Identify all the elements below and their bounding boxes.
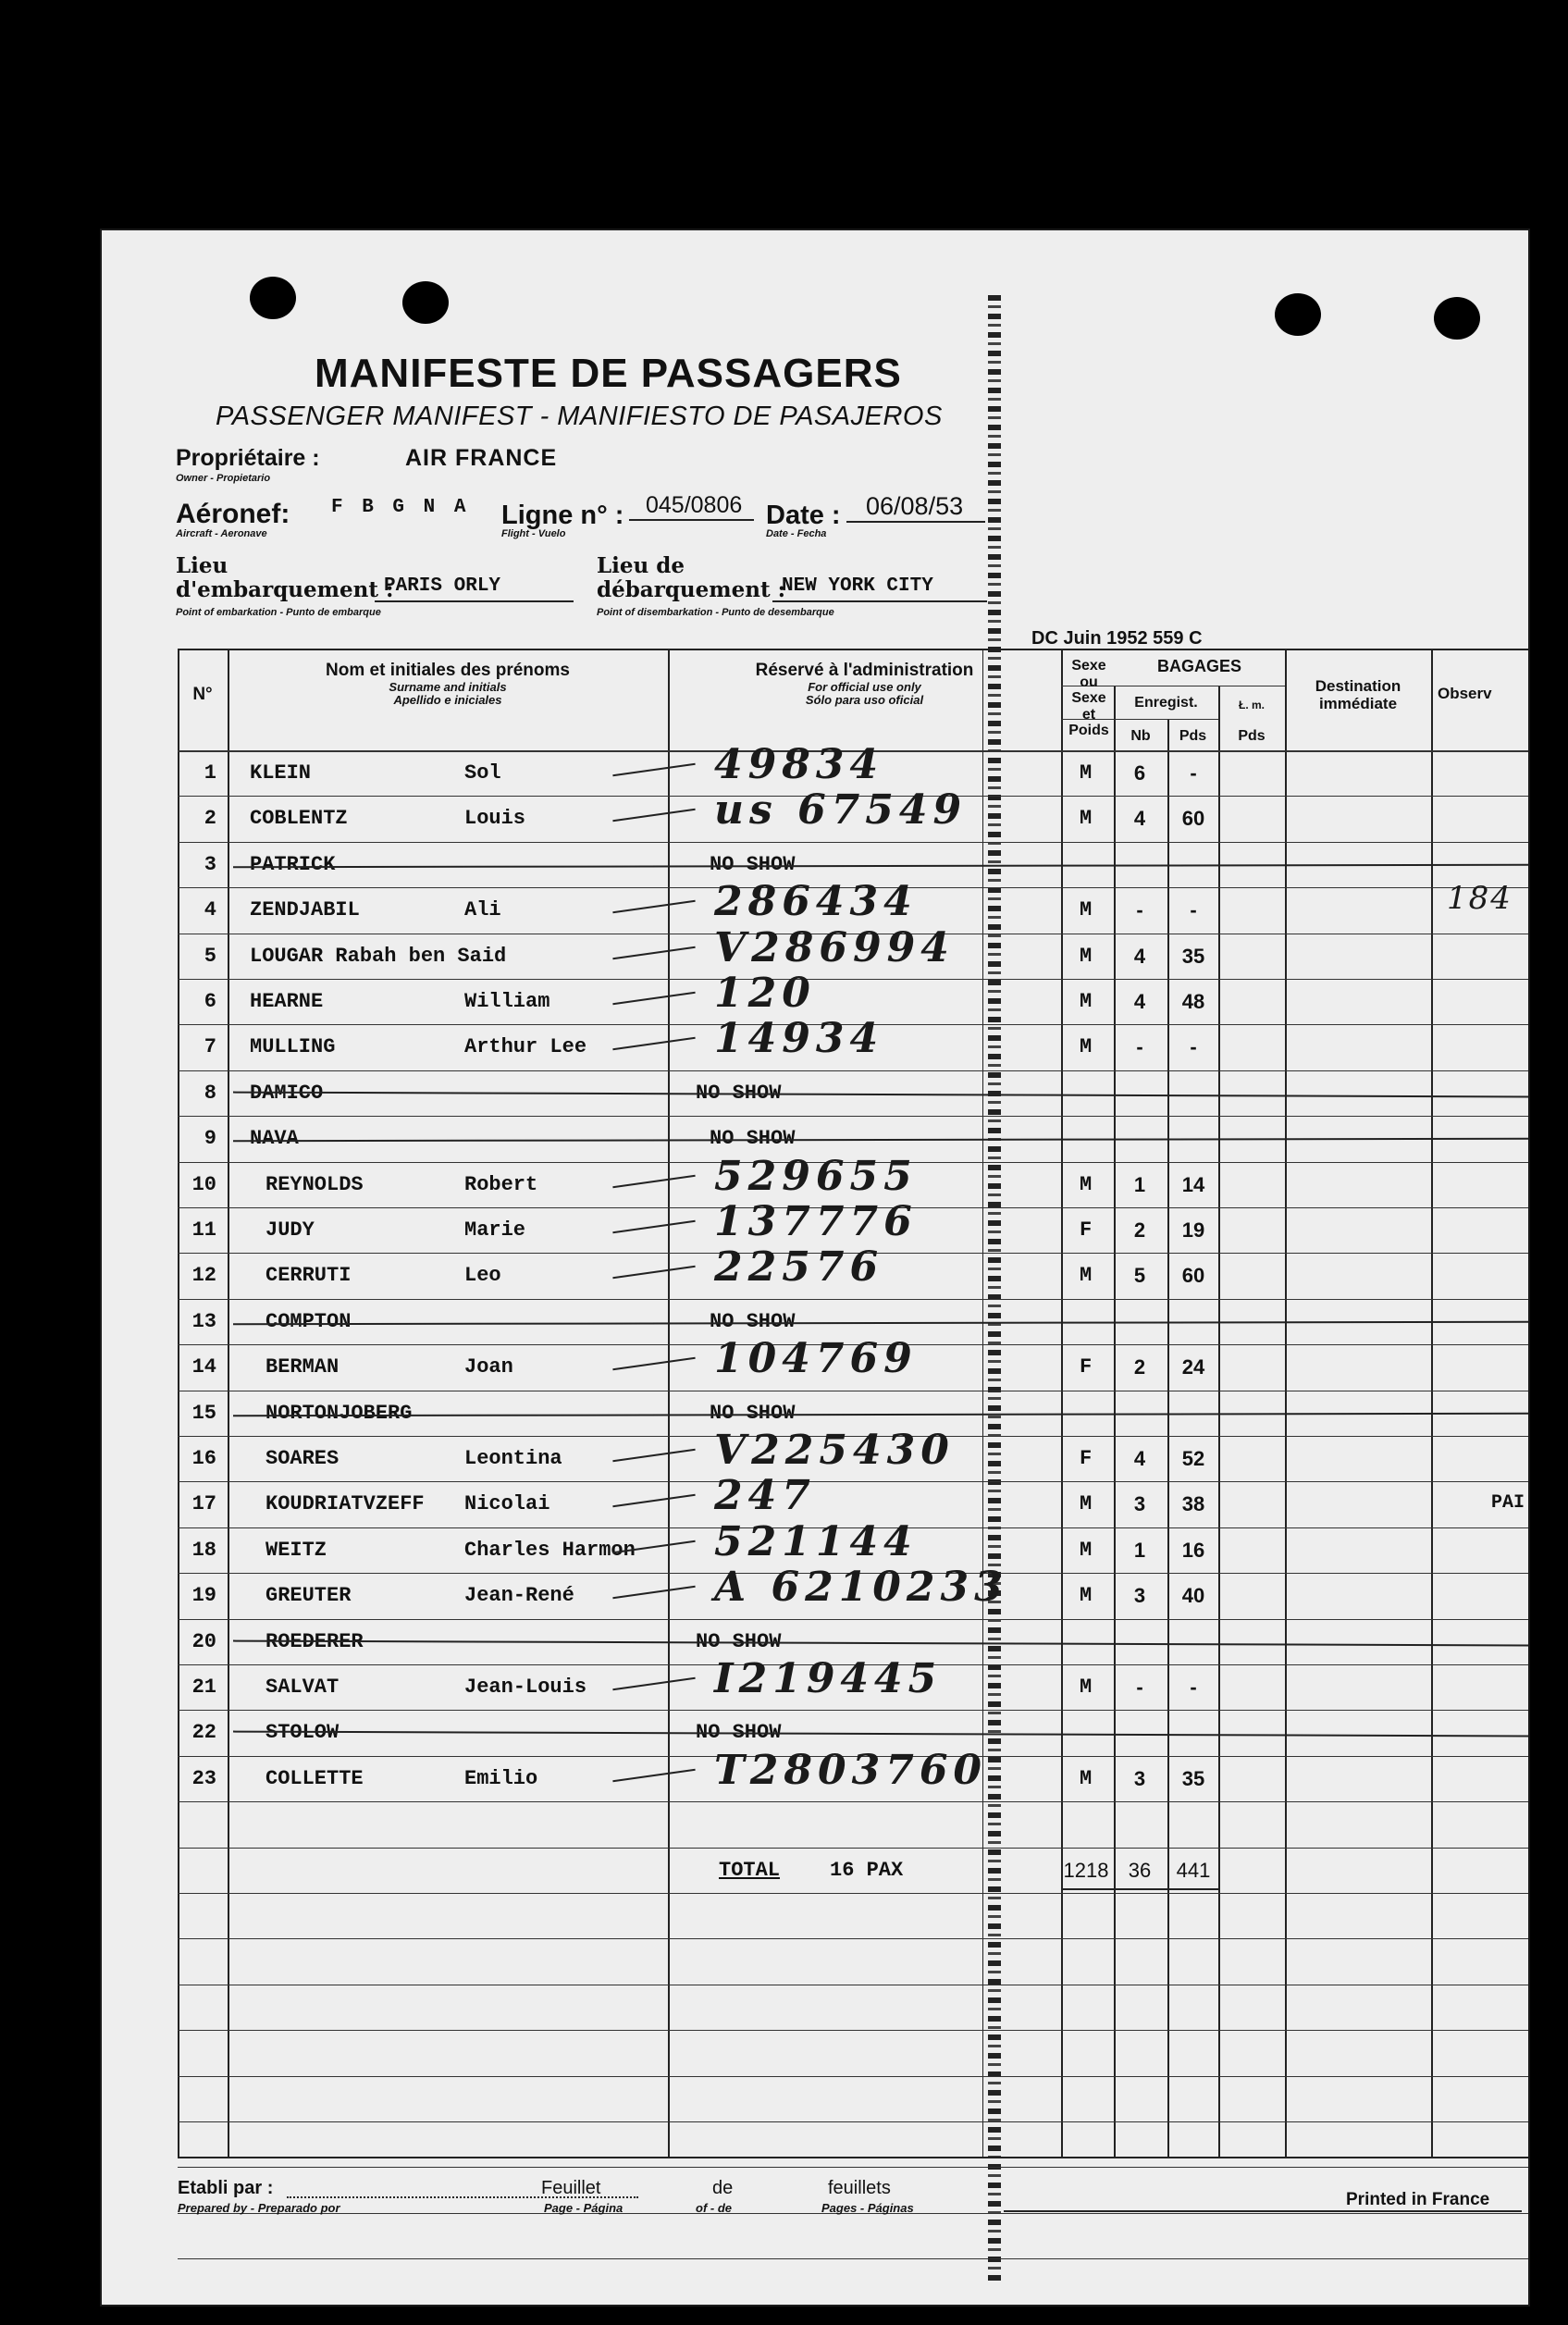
baggage-count: - [1136,898,1143,922]
col-sex-header-visible: Sexe ou Sexe et Poids [1068,658,1109,739]
disembark-sub: Point of disembarkation - Punto de desembarque [597,607,834,618]
col-name-en: Surname and initials [389,679,507,694]
baggage-count: 3 [1133,1584,1146,1608]
passenger-sex: M [1080,898,1093,922]
pen-stroke [612,1174,695,1188]
passenger-surname: KLEIN [250,761,312,785]
pen-stroke [612,900,695,914]
col-name-fr: Nom et initiales des prénoms [326,661,570,680]
official-no-show: NO SHOW [710,1309,796,1333]
passenger-given-name: Ali [464,898,501,922]
row-number: 3 [204,852,216,876]
passenger-surname: NAVA [250,1127,299,1151]
row-number: 16 [191,1447,216,1470]
official-no-show: NO SHOW [710,852,796,876]
passenger-sex: F [1080,1447,1093,1470]
passenger-sex: M [1080,1035,1093,1059]
row-number: 9 [204,1127,216,1151]
baggage-weight: - [1190,1035,1197,1059]
pen-stroke [612,1494,695,1508]
passenger-surname: HEARNE [250,990,324,1013]
baggage-count: 2 [1133,1355,1146,1379]
observation-note: PAI [1491,1492,1525,1515]
row-number: 18 [191,1538,216,1562]
passenger-given-name: Jean-Louis [464,1676,587,1699]
passenger-sex: M [1080,761,1093,785]
embark-label: Lieu d'embarquement : [176,553,394,603]
passenger-given-name: William [464,990,550,1013]
form-code: DC Juin 1952 559 C [1031,628,1203,649]
passenger-surname: NORTONJOBERG [265,1401,413,1425]
passenger-sex: M [1080,1264,1093,1288]
passenger-surname: COBLENTZ [250,807,348,831]
official-number: 104769 [714,1335,918,1383]
pen-stroke [612,1037,695,1051]
pen-stroke [612,1586,695,1600]
passenger-table [178,649,1530,2158]
col-official-header [668,662,1061,707]
passenger-given-name: Leontina [464,1447,562,1470]
row-number: 5 [204,944,216,968]
passenger-surname: ROEDERER [265,1629,364,1653]
row-number: 17 [191,1492,216,1516]
baggage-weight: 14 [1181,1172,1205,1196]
total-label: TOTAL [719,1858,781,1882]
strike-through [233,1091,1528,1097]
row-number: 11 [191,1218,216,1242]
table-row [178,1655,1530,1721]
col-nb-header: Nb [1130,728,1151,744]
baggage-weight: 38 [1181,1492,1205,1516]
pen-stroke [612,1266,695,1280]
row-number: 22 [191,1721,216,1745]
passenger-surname: PATRICK [250,852,336,876]
passenger-given-name: Robert [464,1172,538,1196]
passenger-given-name: Arthur Lee [464,1035,587,1059]
official-number: 137776 [714,1198,918,1245]
aircraft-label: Aéronef: [176,499,290,529]
strike-through [233,864,1530,868]
page-title: MANIFESTE DE PASSAGERS [315,351,902,396]
embark-value: PARIS ORLY [384,575,501,597]
passenger-surname: GREUTER [265,1584,352,1608]
total-weight: 1218 [1063,1858,1109,1882]
prepared-label: Etabli par : [178,2178,274,2198]
page-subtitle: PASSENGER MANIFEST - MANIFIESTO DE PASAJEROS [216,402,943,431]
manifest-sheet [100,229,1530,2306]
official-number: 22576 [714,1243,884,1292]
punch-hole [250,277,296,319]
owner-label: Propriétaire : [176,445,320,471]
pen-stroke [612,1769,695,1783]
baggage-weight: 48 [1181,990,1205,1013]
official-number: 529655 [714,1152,918,1200]
sheet-label: Feuillet [541,2178,601,2198]
passenger-sex: M [1080,1676,1093,1699]
passenger-sex: M [1080,1766,1093,1790]
passenger-surname: SALVAT [265,1676,340,1699]
owner-sub: Owner - Propietario [176,473,271,484]
passenger-sex: M [1080,807,1093,831]
passenger-surname: KOUDRIATVZEFF [265,1492,425,1516]
baggage-weight: - [1190,1676,1197,1699]
passenger-surname: BERMAN [265,1355,340,1379]
baggage-weight: - [1190,898,1197,922]
passenger-given-name: Sol [464,761,501,785]
col-hand-pds-header: Pds [1238,728,1266,744]
baggage-count: 3 [1133,1766,1146,1790]
col-observations-header: Observ [1438,685,1492,702]
table-row [178,1564,1530,1629]
passenger-given-name: Nicolai [464,1492,550,1516]
passenger-given-name: Joan [464,1355,513,1379]
strike-through [233,1731,1528,1738]
passenger-surname: ZENDJABIL [250,898,360,922]
embark-sub: Point of embarkation - Punto de embarque [176,607,381,618]
pen-stroke [612,946,695,959]
baggage-weight: 16 [1181,1538,1205,1562]
punch-hole [1275,293,1321,336]
table-row [178,1015,1530,1081]
baggage-count: 6 [1133,761,1146,785]
date-label: Date : [766,501,841,530]
baggage-weight: 52 [1181,1447,1205,1470]
punch-hole [1434,297,1480,340]
official-number: us 67549 [714,786,968,835]
official-no-show: NO SHOW [710,1127,796,1151]
passenger-sex: M [1080,1172,1093,1196]
aircraft-value: F B G N A [331,497,470,518]
col-official-es: Sólo para uso oficial [805,693,924,708]
baggage-weight: 35 [1181,1766,1205,1790]
disembark-label: Lieu de débarquement : [597,553,786,603]
pages-sub: Pages - Páginas [821,2201,914,2215]
passenger-surname: MULLING [250,1035,336,1059]
col-name-es: Apellido e iniciales [393,693,502,708]
official-number: 521144 [714,1517,918,1565]
pen-stroke [612,809,695,822]
baggage-count: 1 [1133,1172,1146,1196]
table-row [178,1427,1530,1492]
row-number: 2 [204,807,216,831]
official-number: V286994 [714,923,955,971]
official-no-show: NO SHOW [696,1629,782,1653]
baggage-count: 4 [1133,807,1146,831]
of-label: de [712,2178,734,2198]
baggage-count: 1 [1133,1538,1146,1562]
passenger-sex: F [1080,1218,1093,1242]
passenger-surname: JUDY [265,1218,315,1242]
baggage-count: 3 [1133,1492,1146,1516]
col-destination-header: Destination immédiate [1315,677,1401,712]
date-sub: Date - Fecha [766,528,827,539]
row-number: 6 [204,990,216,1013]
passenger-surname: REYNOLDS [265,1172,364,1196]
official-number: V225430 [714,1427,955,1474]
pen-stroke [612,992,695,1006]
row-number: 19 [191,1584,216,1608]
row-number: 12 [191,1264,216,1288]
owner-value: AIR FRANCE [405,445,558,471]
strike-through [233,1138,1530,1142]
passenger-surname: DAMICO [250,1081,324,1105]
baggage-weight: 35 [1181,944,1205,968]
pen-stroke [612,763,695,777]
prepared-sub: Prepared by - Preparado por [178,2201,340,2215]
row-number: 1 [204,761,216,785]
col-pds-header: Pds [1179,728,1207,744]
baggage-weight: 19 [1181,1218,1205,1242]
baggage-weight: 60 [1181,807,1205,831]
passenger-given-name: Marie [464,1218,526,1242]
baggage-count: 2 [1133,1218,1146,1242]
pen-stroke [612,1449,695,1463]
baggage-weight: 60 [1181,1264,1205,1288]
passenger-surname: COLLETTE [265,1766,364,1790]
flight-value: 045/0806 [646,492,743,518]
pen-stroke [612,1677,695,1691]
official-no-show: NO SHOW [696,1721,782,1745]
aircraft-sub: Aircraft - Aeronave [176,528,267,539]
passenger-sex: M [1080,990,1093,1013]
passenger-sex: F [1080,1355,1093,1379]
col-hand-header: Ł. m. [1238,699,1265,711]
official-number: 14934 [714,1015,884,1063]
total-pax: 16 PAX [830,1858,904,1882]
col-registered-header: Enregist. [1134,695,1198,711]
col-official-fr: Réservé à l'administration [755,661,974,680]
official-number: 286434 [714,878,918,926]
sheets-label: feuillets [828,2178,891,2198]
date-value: 06/08/53 [866,492,964,520]
passenger-given-name: Jean-René [464,1584,574,1608]
col-name-header [228,662,668,707]
pen-stroke [612,1220,695,1234]
table-row [178,1335,1530,1401]
total-baggage-count: 36 [1128,1858,1152,1882]
passenger-surname: COMPTON [265,1309,352,1333]
col-baggage-header: BAGAGES [1156,657,1241,675]
table-row [178,786,1530,852]
passenger-surname: SOARES [265,1447,340,1470]
pen-stroke [612,1357,695,1371]
row-number: 15 [191,1401,216,1425]
flight-sub: Flight - Vuelo [501,528,566,539]
row-number: 14 [191,1355,216,1379]
total-baggage-weight: 441 [1176,1858,1211,1882]
baggage-count: 4 [1133,990,1146,1013]
baggage-count: - [1136,1676,1143,1699]
passenger-surname: CERRUTI [265,1264,352,1288]
passenger-given-name: Leo [464,1264,501,1288]
baggage-count: 4 [1133,1447,1146,1470]
baggage-count: 4 [1133,944,1146,968]
passenger-given-name: Louis [464,807,526,831]
disembark-value: NEW YORK CITY [782,575,933,597]
punch-hole [402,281,449,324]
official-number: A 6210233 [714,1564,1008,1612]
table-row [178,1082,1530,1127]
official-no-show: NO SHOW [696,1081,782,1105]
margin-note: 184 [1447,880,1512,918]
row-number: 8 [204,1081,216,1105]
printed-in: Printed in France [1346,2190,1490,2209]
baggage-count: 5 [1133,1264,1146,1288]
baggage-count: - [1136,1035,1143,1059]
passenger-sex: M [1080,1492,1093,1516]
row-number: 7 [204,1035,216,1059]
row-number: 4 [204,898,216,922]
official-number: 247 [714,1472,816,1520]
official-number: 49834 [714,741,884,788]
official-number: I219445 [714,1655,943,1702]
official-number: 120 [714,970,816,1017]
row-number: 21 [191,1676,216,1699]
row-number: 23 [191,1766,216,1790]
table-row [178,1746,1530,1812]
of-sub: of - de [696,2201,732,2215]
official-no-show: NO SHOW [710,1401,796,1425]
baggage-weight: 40 [1181,1584,1205,1608]
strike-through [233,1412,1530,1416]
table-row [178,1243,1530,1309]
official-number: T2803760 [714,1746,988,1794]
strike-through [233,1321,1530,1325]
passenger-given-name: Charles Harmon [464,1538,636,1562]
row-number: 13 [191,1309,216,1333]
passenger-surname: STOLOW [265,1721,340,1745]
baggage-weight: 24 [1181,1355,1205,1379]
baggage-weight: - [1190,761,1197,785]
passenger-given-name: Emilio [464,1766,538,1790]
strike-through [233,1639,1528,1646]
passenger-surname: LOUGAR Rabah ben Said [250,944,507,968]
passenger-surname: WEITZ [265,1538,327,1562]
page-sub: Page - Página [544,2201,623,2215]
passenger-sex: M [1080,1584,1093,1608]
row-number: 10 [191,1172,216,1196]
col-no-header: N° [192,685,213,704]
row-number: 20 [191,1629,216,1653]
passenger-sex: M [1080,944,1093,968]
col-official-en: For official use only [808,679,921,694]
table-row [178,923,1530,990]
passenger-sex: M [1080,1538,1093,1562]
flight-label: Ligne n° : [501,501,624,530]
